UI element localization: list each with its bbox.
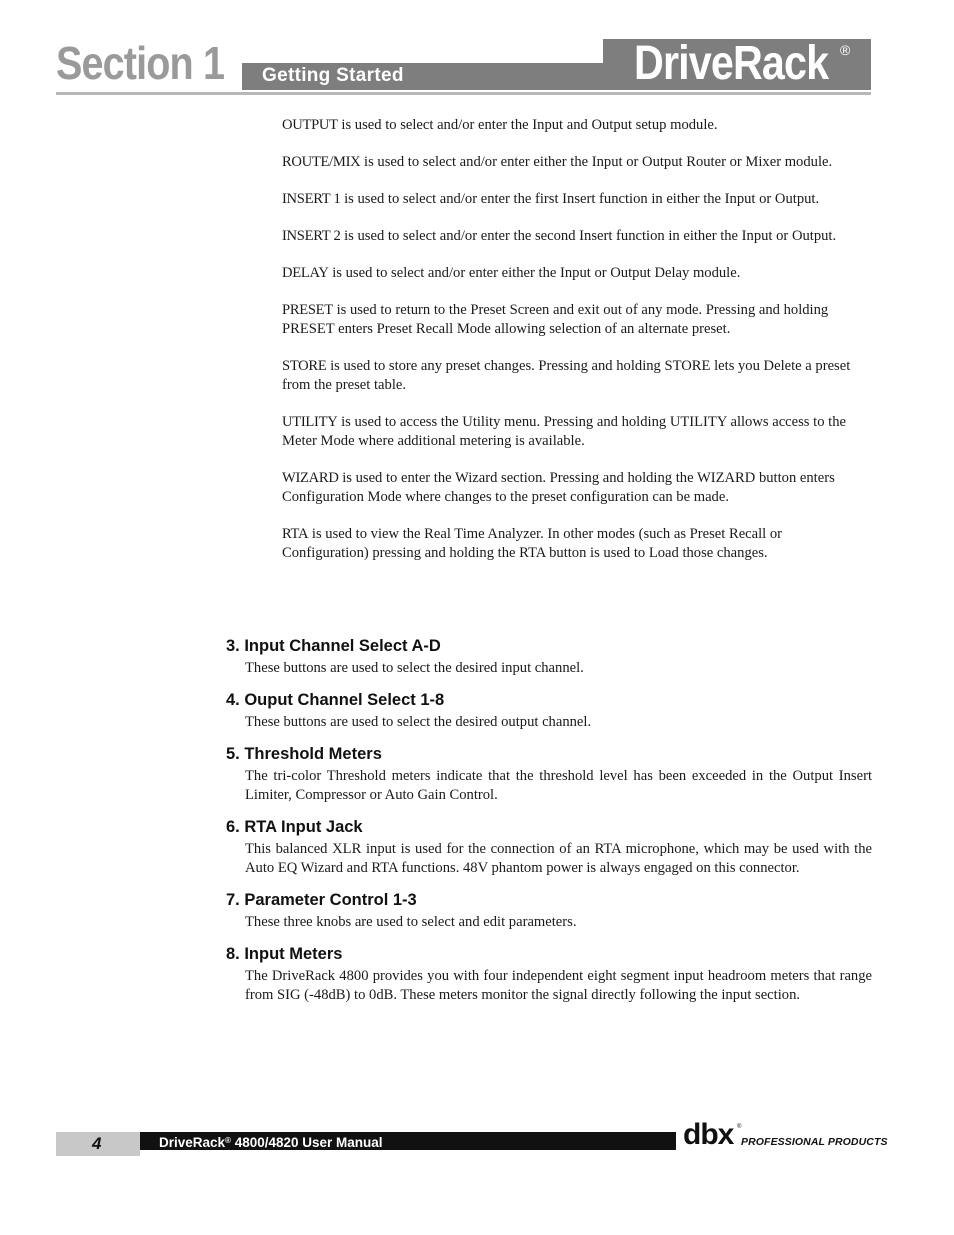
chapter-title: Getting Started	[262, 65, 404, 86]
manual-title	[159, 1132, 383, 1152]
brand-registered-mark: ®	[840, 42, 851, 58]
section-body: These three knobs are used to select and edit parameters.	[245, 914, 577, 930]
section-input-channel-select	[226, 636, 872, 678]
item-key: INSERT 1	[282, 191, 341, 207]
section-title: 4. Ouput Channel Select 1-8	[226, 691, 445, 709]
item-text: is used to select and/or enter either the Input or Output Delay module.	[328, 265, 741, 281]
item-insert-1	[282, 190, 872, 209]
section-output-channel-select	[226, 690, 872, 732]
item-key: WIZARD	[282, 470, 339, 486]
item-key: ROUTE/MIX	[282, 154, 361, 170]
page-number: 4	[92, 1134, 102, 1153]
item-rta	[282, 525, 872, 563]
section-body: These buttons are used to select the desired input channel.	[245, 660, 584, 676]
section-title: 5. Threshold Meters	[226, 745, 382, 763]
item-text: is used to view the Real Time Analyzer. In other modes (such as Preset Recall or Configuration) pressing and holding the RTA button is used to Load those changes.	[282, 526, 783, 561]
numbered-sections	[226, 636, 872, 1017]
item-key: UTILITY	[282, 414, 338, 430]
item-route-mix	[282, 153, 872, 172]
section-heading: Section 1	[56, 37, 225, 89]
section-parameter-control	[226, 890, 872, 932]
item-delay	[282, 264, 872, 283]
item-key: STORE	[282, 358, 327, 374]
item-text: is used to select and/or enter the first Insert function in either the Input or Output.	[340, 191, 820, 207]
manual-name: 4800/4820 User Manual	[230, 1135, 383, 1150]
item-key: RTA	[282, 526, 309, 542]
section-threshold-meters	[226, 744, 872, 805]
item-text: is used to enter the Wizard section. Pressing and holding the WIZARD button enters Configuration Mode where changes to the preset configuration can be made.	[282, 470, 835, 505]
item-text: is used to select and/or enter the Input and Output setup module.	[337, 117, 718, 133]
section-body: This balanced XLR input is used for the connection of an RTA microphone, which may be used with the Auto EQ Wizard and RTA functions. 48V phantom power is always engaged on this connector.	[245, 841, 872, 876]
section-body: The DriveRack 4800 provides you with four independent eight segment input headroom meters that range from SIG (-48dB) to 0dB. These meters monitor the signal directly following the input section.	[245, 968, 872, 1003]
section-title: 6. RTA Input Jack	[226, 818, 363, 836]
section-body: These buttons are used to select the desired output channel.	[245, 714, 592, 730]
item-key: INSERT 2	[282, 228, 341, 244]
item-insert-2	[282, 227, 872, 246]
item-utility	[282, 413, 872, 451]
item-text: is used to store any preset changes. Pressing and holding STORE lets you Delete a preset from the preset table.	[282, 358, 851, 393]
item-key: PRESET	[282, 302, 333, 318]
section-title: 8. Input Meters	[226, 945, 343, 963]
item-text: is used to select and/or enter the second Insert function in either the Input or Output.	[340, 228, 837, 244]
brand-logo: DriveRack	[634, 37, 829, 90]
item-text: is used to return to the Preset Screen and exit out of any mode. Pressing and holding PRESET enters Preset Recall Mode allowing selection of an alternate preset.	[282, 302, 829, 337]
item-text: is used to select and/or enter either the Input or Output Router or Mixer module.	[360, 154, 833, 170]
section-title: 3. Input Channel Select A-D	[226, 637, 441, 655]
section-rta-input-jack	[226, 817, 872, 878]
item-key: DELAY	[282, 265, 329, 281]
item-key: OUTPUT	[282, 117, 338, 133]
item-preset	[282, 301, 872, 339]
section-input-meters	[226, 944, 872, 1005]
manual-brand: DriveRack	[159, 1135, 226, 1150]
item-output	[282, 116, 872, 135]
item-wizard	[282, 469, 872, 507]
logo-tagline: PROFESSIONAL PRODUCTS	[741, 1136, 888, 1148]
item-text: is used to access the Utility menu. Pressing and holding UTILITY allows access to the Meter Mode where additional metering is available.	[282, 414, 846, 449]
dbx-logo: dbx	[683, 1118, 734, 1151]
manual-registered-mark: ®	[225, 1136, 231, 1145]
button-descriptions	[282, 116, 872, 581]
item-store	[282, 357, 872, 395]
header-rule	[56, 92, 871, 95]
section-title: 7. Parameter Control 1-3	[226, 891, 417, 909]
section-body: The tri-color Threshold meters indicate that the threshold level has been exceeded in the Output Insert Limiter, Compressor or Auto Gain Control.	[245, 768, 872, 803]
dbx-registered-mark: ®	[737, 1124, 742, 1130]
